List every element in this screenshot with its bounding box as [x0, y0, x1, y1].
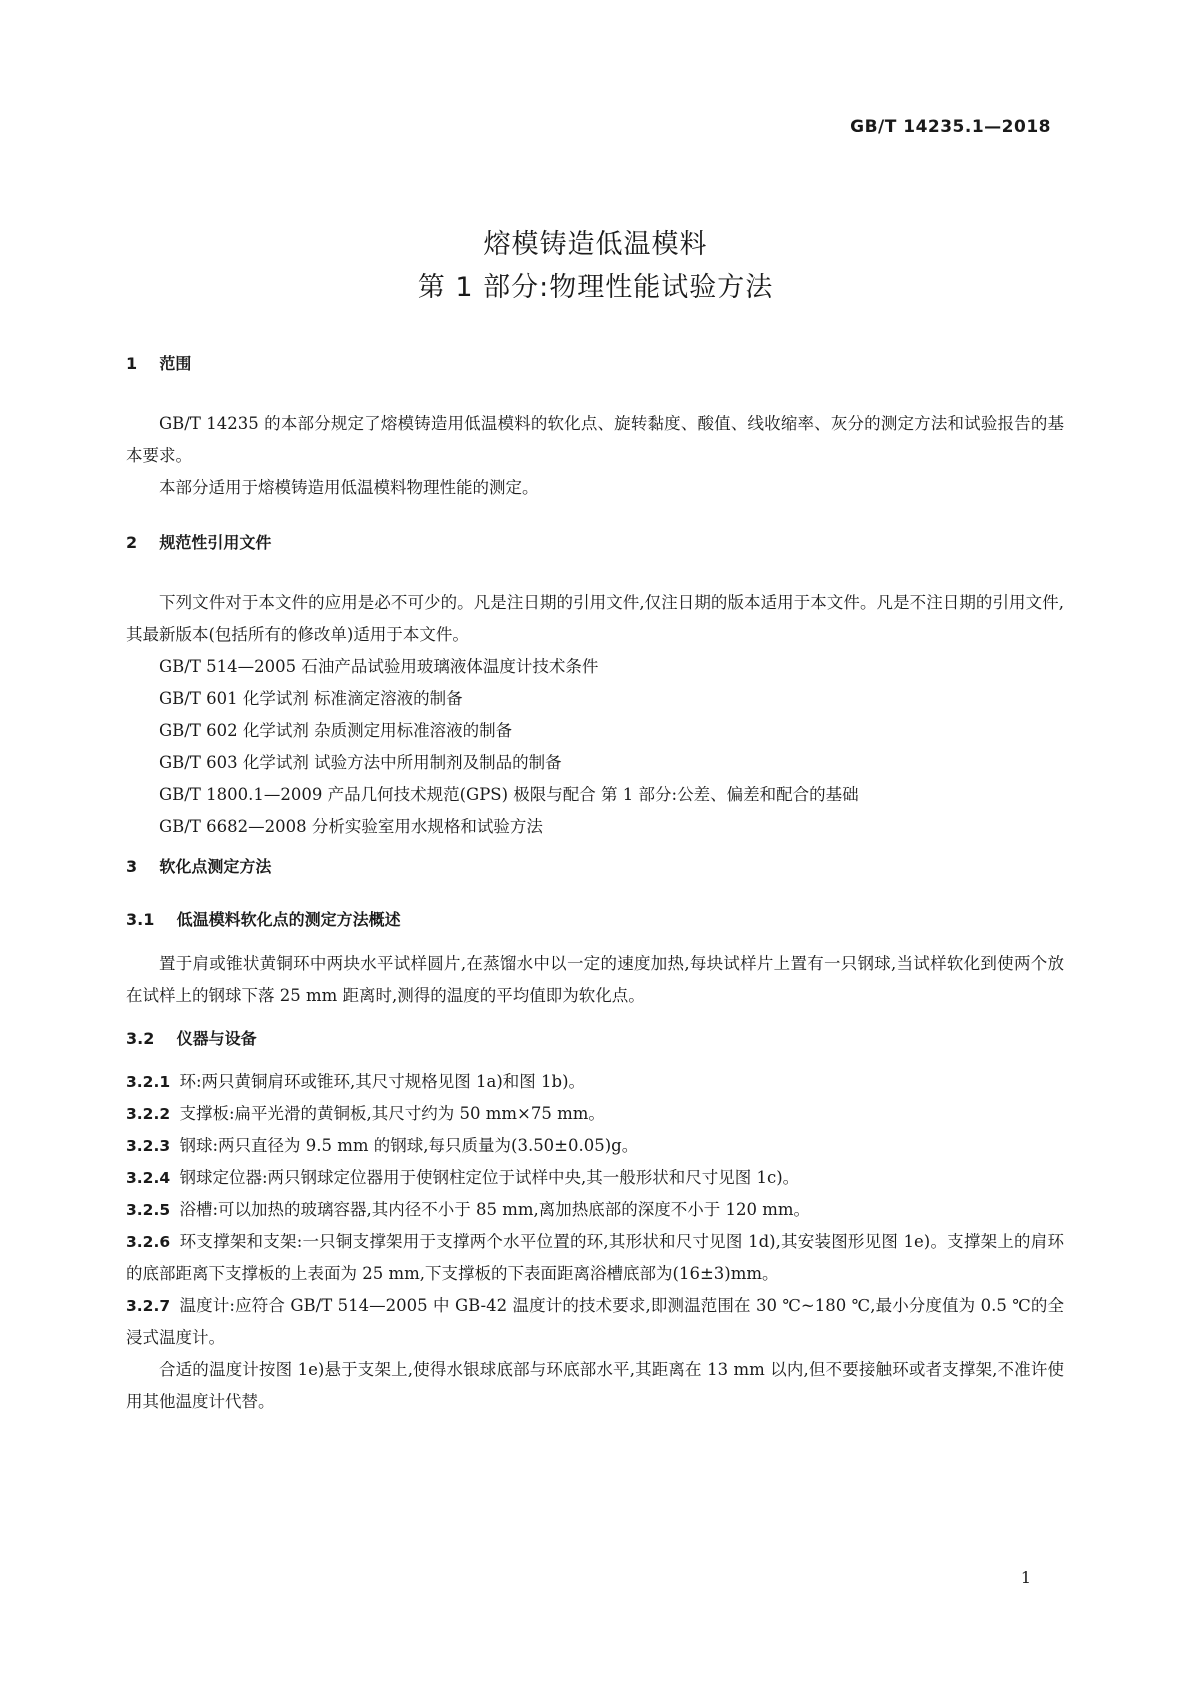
section-2-body	[126, 587, 1064, 843]
section-3-1-paragraph: 置于肩或锥状黄铜环中两块水平试样圆片,在蒸馏水中以一定的速度加热,每块试样片上置有一只钢球,当试样软化到使两个放在试样上的钢球下落 25 mm 距离时,测得的温度的平均值即为软化点。	[126, 954, 1064, 1005]
clause-text: 温度计:应符合 GB/T 514—2005 中 GB-42 温度计的技术要求,即测温范围在 30 ℃~180 ℃,最小分度值为 0.5 ℃的全浸式温度计。	[126, 1296, 1064, 1347]
reference-item: GB/T 514—2005 石油产品试验用玻璃液体温度计技术条件	[159, 657, 599, 676]
reference-item: GB/T 1800.1—2009 产品几何技术规范(GPS) 极限与配合 第 1 部分:公差、偏差和配合的基础	[159, 785, 859, 804]
clause-item	[126, 1226, 1064, 1290]
clause-number: 3.2.4	[126, 1169, 171, 1187]
clause-number: 3.2.1	[126, 1073, 171, 1091]
reference-item: GB/T 603 化学试剂 试验方法中所用制剂及制品的制备	[159, 753, 562, 772]
document-subtitle: 第 1 部分:物理性能试验方法	[417, 272, 774, 303]
section-1-paragraph-1: GB/T 14235 的本部分规定了熔模铸造用低温模料的软化点、旋转黏度、酸值、线收缩率、灰分的测定方法和试验报告的基本要求。	[126, 414, 1064, 465]
clause-number: 3.2.2	[126, 1105, 171, 1123]
clause-text: 支撑板:扁平光滑的黄铜板,其尺寸约为 50 mm×75 mm。	[179, 1104, 605, 1123]
section-3-1-body	[126, 948, 1064, 1012]
section-3-1-heading: 3.1 低温模料软化点的测定方法概述	[126, 910, 401, 929]
clause-number: 3.2.6	[126, 1233, 171, 1251]
clause-text: 浴槽:可以加热的玻璃容器,其内径不小于 85 mm,离加热底部的深度不小于 120 mm。	[179, 1200, 811, 1219]
clause-item	[126, 1194, 1064, 1226]
section-3-2-final-paragraph: 合适的温度计按图 1e)悬于支架上,使得水银球底部与环底部水平,其距离在 13 mm 以内,但不要接触环或者支撑架,不准许使用其他温度计代替。	[126, 1360, 1064, 1411]
clause-item	[126, 1290, 1064, 1354]
document-title: 熔模铸造低温模料	[483, 229, 708, 260]
clause-text: 钢球:两只直径为 9.5 mm 的钢球,每只质量为(3.50±0.05)g。	[179, 1136, 639, 1155]
clause-item	[126, 1162, 1064, 1194]
section-1-paragraph-2: 本部分适用于熔模铸造用低温模料物理性能的测定。	[159, 478, 539, 497]
clause-item	[126, 1130, 1064, 1162]
reference-item: GB/T 601 化学试剂 标准滴定溶液的制备	[159, 689, 463, 708]
clause-text: 钢球定位器:两只钢球定位器用于使钢柱定位于试样中央,其一般形状和尺寸见图 1c)。	[179, 1168, 800, 1187]
section-1-heading: 1 范围	[126, 354, 192, 373]
clause-text: 环:两只黄铜肩环或锥环,其尺寸规格见图 1a)和图 1b)。	[179, 1072, 586, 1091]
clause-number: 3.2.5	[126, 1201, 171, 1219]
reference-item: GB/T 6682—2008 分析实验室用水规格和试验方法	[159, 817, 543, 836]
section-1-body	[126, 408, 1064, 504]
section-3-2-heading: 3.2 仪器与设备	[126, 1029, 257, 1048]
section-3-2-clauses	[126, 1066, 1064, 1418]
clause-number: 3.2.7	[126, 1297, 171, 1315]
page-number: 1	[1020, 1568, 1031, 1587]
clause-item	[126, 1066, 1064, 1098]
section-3-heading: 3 软化点测定方法	[126, 857, 272, 876]
clause-item	[126, 1098, 1064, 1130]
section-2-paragraph: 下列文件对于本文件的应用是必不可少的。凡是注日期的引用文件,仅注日期的版本适用于本文件。凡是不注日期的引用文件,其最新版本(包括所有的修改单)适用于本文件。	[126, 593, 1064, 644]
clause-number: 3.2.3	[126, 1137, 171, 1155]
clause-text: 环支撑架和支架:一只铜支撑架用于支撑两个水平位置的环,其形状和尺寸见图 1d),其安装图形见图 1e)。支撑架上的肩环的底部距离下支撑板的上表面为 25 mm,下支撑板的下表面距离浴槽底部为(16±3)mm。	[126, 1232, 1064, 1283]
section-2-heading: 2 规范性引用文件	[126, 533, 272, 552]
reference-item: GB/T 602 化学试剂 杂质测定用标准溶液的制备	[159, 721, 513, 740]
standard-number: GB/T 14235.1—2018	[850, 117, 1051, 137]
